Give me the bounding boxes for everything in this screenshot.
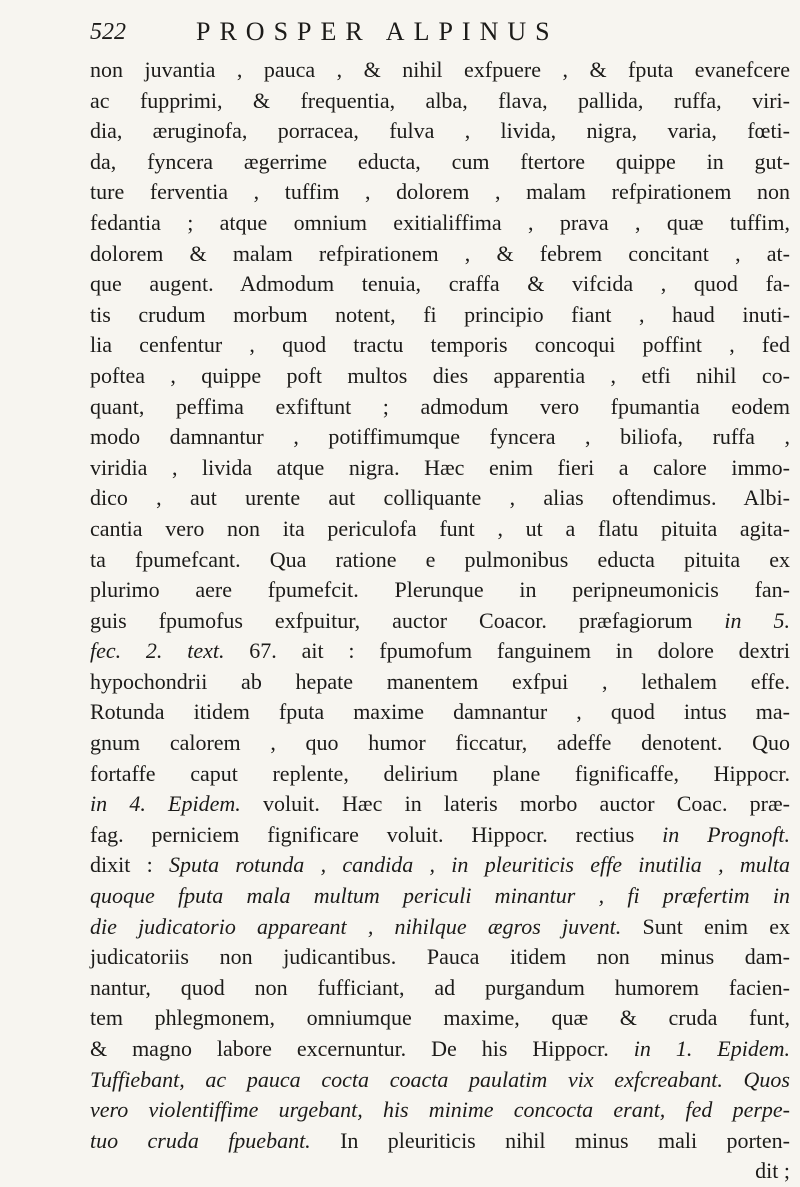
text-line [90, 973, 790, 1004]
text-segment: 67. ait : fpumofum fanguinem in dolore dextri [224, 638, 790, 664]
italic-segment: die judicatorio appareant , nihilque ægros juvent. [90, 913, 622, 939]
text-line [90, 697, 790, 728]
text-line [90, 820, 790, 851]
page-header [90, 10, 790, 54]
text-line [90, 422, 790, 453]
text-line [90, 269, 790, 300]
italic-segment: in 4. Epidem. [90, 791, 241, 817]
text-segment: dit ; [755, 1158, 790, 1184]
text-segment: plurimo aere fpumefcit. Plerunque in peripneumonicis fan- [90, 577, 790, 603]
text-line [90, 208, 790, 239]
italic-segment: vero violentiffime urgebant, his minime concocta erant, fed perpe- [90, 1097, 790, 1123]
italic-segment: in 5. [724, 607, 790, 633]
text-line [90, 881, 790, 912]
text-line [90, 575, 790, 606]
text-segment: dico , aut urente aut colliquante , alias oftendimus. Albi- [90, 485, 790, 511]
text-line [90, 912, 790, 943]
text-line [90, 850, 790, 881]
text-line [90, 361, 790, 392]
text-line [90, 392, 790, 423]
text-segment: nantur, quod non fufficiant, ad purgandum humorem facien- [90, 974, 790, 1000]
italic-segment: tuo cruda fpuebant. [90, 1127, 311, 1153]
text-segment: & magno labore excernuntur. De his Hippocr. [90, 1036, 634, 1061]
text-line [90, 239, 790, 270]
text-segment: judicatoriis non judicantibus. Pauca itidem non minus dam- [90, 944, 790, 970]
text-segment: dixit : [90, 852, 170, 878]
text-line [90, 728, 790, 759]
text-line [90, 55, 790, 86]
text-line [90, 1095, 790, 1126]
italic-segment: fec. 2. text. [90, 638, 225, 664]
text-line [90, 147, 790, 178]
text-line [90, 636, 790, 667]
text-line [90, 514, 790, 545]
italic-segment: in 1. Epidem. [633, 1036, 790, 1061]
text-segment: ture ferventia , tuffim , dolorem , malam refpirationem non [90, 179, 790, 205]
text-line [90, 453, 790, 484]
text-segment: gnum calorem , quo humor ficcatur, adeffe denotent. Quo [90, 730, 790, 756]
text-segment: voluit. Hæc in lateris morbo auctor Coac. præ- [240, 791, 790, 817]
text-line [90, 1156, 790, 1187]
italic-segment: in Prognoft. [662, 821, 790, 847]
text-line [90, 483, 790, 514]
text-segment: non juvantia , pauca , & nihil exfpuere , & fputa evanefcere [90, 57, 790, 82]
text-line [90, 86, 790, 117]
text-segment: ac fupprimi, & frequentia, alba, flava, pallida, ruffa, viri- [90, 87, 790, 113]
italic-segment: Tuffiebant, ac pauca cocta coacta paulatim vix exfcreabant. Quos [90, 1066, 790, 1092]
text-segment: dolorem & malam refpirationem , & febrem concitant , at- [90, 240, 790, 266]
text-segment: Rotunda itidem fputa maxime damnantur , quod intus ma- [90, 699, 790, 725]
italic-segment: quoque fputa mala multum periculi minantur , fi præfertim in [90, 883, 790, 909]
text-line [90, 116, 790, 147]
text-segment: tem phlegmonem, omniumque maxime, quæ & cruda funt, [90, 1005, 790, 1031]
body-text [90, 55, 790, 1187]
text-line [90, 789, 790, 820]
text-segment: viridia , livida atque nigra. Hæc enim fieri a calore immo- [90, 454, 790, 480]
text-segment: ta fpumefcant. Qua ratione e pulmonibus educta pituita ex [90, 546, 790, 572]
text-line [90, 606, 790, 637]
text-segment: hypochondrii ab hepate manentem exfpui , lethalem effe. [90, 668, 790, 694]
text-segment: guis fpumofus exfpuitur, auctor Coacor. præfagiorum [90, 607, 725, 633]
text-segment: poftea , quippe poft multos dies apparentia , etfi nihil co- [90, 362, 790, 388]
text-segment: da, fyncera ægerrime educta, cum ftertore quippe in gut- [90, 148, 790, 174]
text-line [90, 545, 790, 576]
page-number: 522 [90, 19, 126, 45]
text-line [90, 1034, 790, 1065]
text-segment: Sunt enim ex [621, 913, 790, 939]
text-line [90, 667, 790, 698]
text-line [90, 1003, 790, 1034]
text-segment: modo damnantur , potiffimumque fyncera , biliofa, ruffa , [90, 424, 790, 450]
text-line [90, 1126, 790, 1157]
text-segment: fag. perniciem fignificare voluit. Hippocr. rectius [90, 821, 663, 847]
running-head: PROSPER ALPINUS [196, 17, 559, 46]
text-segment: In pleuriticis nihil minus mali porten- [310, 1127, 790, 1153]
italic-segment: Sputa rotunda , candida , in pleuriticis effe inutilia , multa [169, 852, 790, 878]
text-segment: quant, peffima exfiftunt ; admodum vero fpumantia eodem [90, 393, 790, 419]
text-line [90, 759, 790, 790]
text-segment: que augent. Admodum tenuia, craffa & vifcida , quod fa- [90, 271, 790, 297]
text-segment: tis crudum morbum notent, fi principio fiant , haud inuti- [90, 301, 790, 327]
text-segment: cantia vero non ita periculofa funt , ut a flatu pituita agita- [90, 515, 790, 541]
text-line [90, 177, 790, 208]
text-segment: fortaffe caput replente, delirium plane fignificaffe, Hippocr. [90, 760, 790, 786]
text-segment: lia cenfentur , quod tractu temporis concoqui poffint , fed [90, 332, 790, 358]
text-line [90, 300, 790, 331]
text-segment: fedantia ; atque omnium exitialiffima , prava , quæ tuffim, [90, 209, 790, 235]
text-segment: dia, æruginofa, porracea, fulva , livida, nigra, varia, fœti- [90, 118, 790, 144]
text-line [90, 942, 790, 973]
text-line [90, 330, 790, 361]
text-line [90, 1065, 790, 1096]
